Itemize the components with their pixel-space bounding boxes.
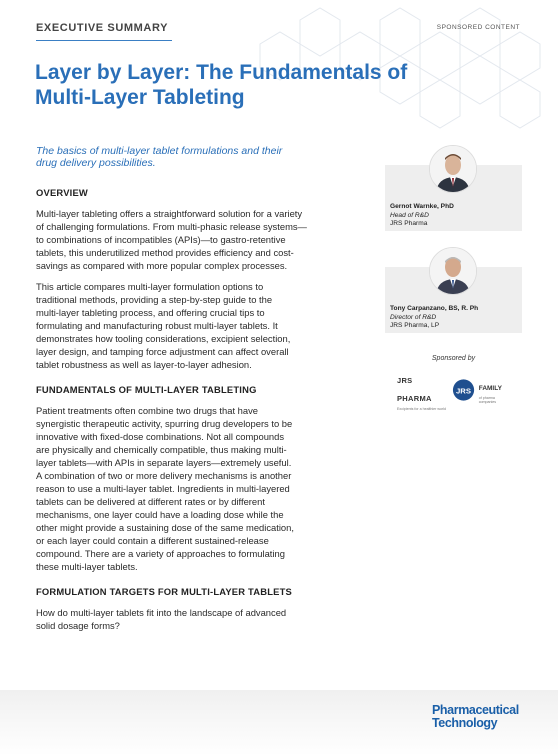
publication-logo-line-2: Technology [432, 716, 498, 730]
title-line-2: Multi-Layer Tableting [35, 86, 245, 109]
article-body [36, 186, 354, 632]
author-org: JRS Pharma, LP [390, 321, 440, 329]
author-name: Gernot Warnke, PhD [390, 203, 454, 211]
publication-logo [432, 704, 519, 730]
author-info [390, 305, 478, 330]
author-name: Tony Carpanzano, BS, R. Ph [390, 305, 479, 313]
sponsor-company: JRS PHARMA [397, 375, 432, 403]
overview-paragraph-2: This article compares multi-layer formulation options to traditional methods, providing a step-by-step guide to the multi-layer tableting process, and offering crucial tips to formulating and manufacturing robust multi-layer tablets. It demonstrates how tooling considerations, excipient selection, layer design, and tamping force adjustment can affect overall tablet robustness as well as layer-to-layer adhesion. [36, 281, 291, 370]
title-line-1: Layer by Layer: The Fundamentals of [35, 61, 408, 84]
fundamentals-heading: FUNDAMENTALS OF MULTI-LAYER TABLETING [36, 384, 257, 395]
sponsor-company-tagline: Excipients for a healthier world [397, 406, 446, 411]
page-title [35, 60, 505, 110]
sponsor-family-tagline: of pharma companies [478, 395, 497, 404]
author-role: Head of R&D [390, 211, 429, 219]
overview-heading: OVERVIEW [36, 187, 88, 198]
sponsor-family: FAMILY [478, 384, 502, 392]
sponsored-content-label: SPONSORED CONTENT [436, 24, 520, 31]
publication-logo-line-1: Pharmaceutical [432, 703, 519, 717]
author-info [390, 203, 454, 228]
jrs-monogram-text: JRS [455, 386, 471, 396]
subtitle-line-1: The basics of multi-layer tablet formulations and their [36, 145, 283, 157]
author-card [385, 165, 522, 231]
author-photo [429, 145, 477, 193]
formulation-paragraph-1: How do multi-layer tablets fit into the landscape of advanced solid dosage forms? [36, 607, 287, 631]
author-org: JRS Pharma [390, 219, 428, 227]
person-icon [430, 248, 476, 294]
sponsored-by-label: Sponsored by [431, 355, 476, 362]
author-card [385, 267, 522, 333]
fundamentals-paragraph-1: Patient treatments often combine two drugs that have synergistic therapeutic activity, spurring drug developers to be innovative with fixed-dose combinations. Not all compounds are physically and chemically compatible, thus making multi- layer tablets—with APIs in separate layers—extremely useful. A combination of two or more delivery mechanisms is another reason to use a multi-layer tablet. Ingredients in multi-layered tablets can be delivered at different rates or by different mechanisms, one layer could have a loading dose while the other might provide a sustaining dose of the same medication, or each layer could contain a different sustained-release compound. There are a variety of approaches to formulating these multi-layer tablets. [36, 405, 294, 572]
subtitle [36, 145, 356, 169]
author-sidebar [385, 165, 522, 333]
author-photo [429, 247, 477, 295]
section-label: EXECUTIVE SUMMARY [36, 22, 169, 34]
jrs-monogram-icon [451, 378, 476, 402]
section-label-underline [36, 40, 172, 41]
author-role: Director of R&D [390, 313, 437, 321]
formulation-heading: FORMULATION TARGETS FOR MULTI-LAYER TABLETS [36, 586, 292, 597]
person-icon [430, 146, 476, 192]
sponsor-logo [397, 375, 512, 411]
overview-paragraph-1: Multi-layer tableting offers a straightforward solution for a variety of challenging formulations. From multi-phasic release systems— to combinations of incompatibles (APIs)—to gastro-retentive tablets, this underutilized method provides efficiency and cost- savings as compared with more popular complex processes. [36, 208, 307, 271]
subtitle-line-2: drug delivery possibilities. [36, 157, 156, 169]
